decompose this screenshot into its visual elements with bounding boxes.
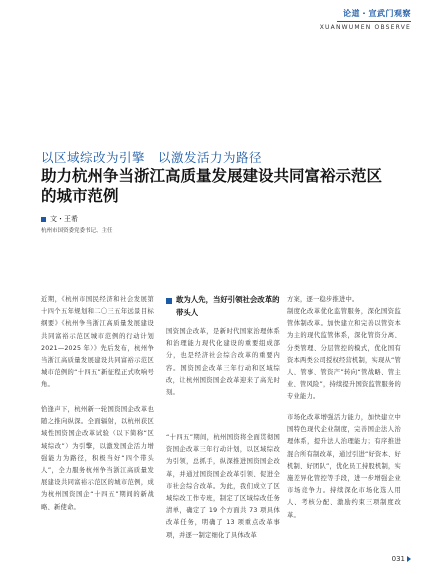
col3-paragraph-1: 方案，逐一稳步推进中。: [287, 296, 359, 303]
col1-paragraph-1: 近期，《杭州市国民经济和社会发展第十四个五年规划和二〇三五年远景目标纲要》《杭州争当浙江高质量发展建设共同富裕示范区城市范例的行动计划 2021—2025 年）》先后发布，杭州争当浙江高质量发展建设共同富裕示范区城市范例的“十四五”新征程正式吹响号角。: [41, 296, 154, 389]
page-number: [392, 555, 411, 563]
header-rule: [337, 21, 411, 22]
col2-paragraph-2: “十四五”期间，杭州国资将全面贯彻国资国企改革三年行动计划，以区域综改为引领，总抓手，纵深推进国资国企改革，并通过国资国企改革引领、促进全市社会综合改革。为此，我们成立了区域综改工作专班，制定了区域综改任务清单，确定了 19 个方面共 73 项具体改革任务，明确了 13 项重点改革事项，并逐一制定细化了具体改革: [166, 434, 280, 539]
col2-paragraph-1: 国资国企改革，是新时代国家治理体系和治理能力现代化建设的重要组成部分，也是经济社会综合改革的重要内容。国资国企改革三年行动和区域综改，让杭州国资国企改革迎来了高光时刻。: [166, 328, 280, 397]
col3-paragraph-2: 制度化改革优化监管服务，深化国资监管体制改革。加快建立和完善以管资本为主的现代监管体系，深化管资分离、分类管理、分层管控的模式，优化国有资本两类公司授权经营机制，实现从“管人、管事、管资产”转向“管战略、管主业、管风险”，持续提升国资监管服务的专业能力。: [287, 308, 401, 401]
column-name: 论道・宣武门观察: [343, 9, 411, 18]
article-title: 助力杭州争当浙江高质量发展建设共同富裕示范区的城市范例: [41, 167, 383, 205]
byline: [41, 214, 78, 224]
section-heading: [166, 294, 280, 319]
heading-square-icon: [166, 298, 172, 304]
section-heading-text: 敢为人先，当好引领社会改革的带头人: [176, 295, 280, 317]
page-number-text: 031: [391, 555, 405, 563]
author-role: 杭州市国资委党委书记、主任: [41, 228, 113, 234]
page-header: [320, 8, 411, 31]
col3-paragraph-3: 市场化改革增强活力能力，加快建立中国特色现代企业制度，完善国企法人治理体系，提升法人治理能力；有序推进混合所有制改革，通过引进“好资本、好机制、好团队”，优化员工持股机制，实施差异化管控等手段，进一步增强企业市场竞争力。持续深化市场化选人用人、考核分配、激励约束三项制度改革。: [287, 414, 401, 519]
article-subtitle: 以区域综改为引擎 以激发活力为路径: [41, 150, 263, 165]
author: 文・王希: [50, 215, 78, 223]
col1-paragraph-2: 恰逢声下，杭州新一轮国资国企改革也随之推向纵深。全面辐射，以杭州获区域性国资国企改革试验（以下简称“区域综改”）为引擎，以激发国企活力增强能力为路径，积极当好“四个带头人”，全力服务杭州争当浙江高质量发展建设共同富裕示范区的城市范例，成为杭州国资国企“十四五”期间的新战略、新使命。: [41, 406, 154, 511]
column-name-en: XUANWUMEN OBSERVE: [319, 24, 411, 31]
page-arrow-icon: [407, 556, 411, 562]
byline-square-icon: [41, 217, 46, 222]
